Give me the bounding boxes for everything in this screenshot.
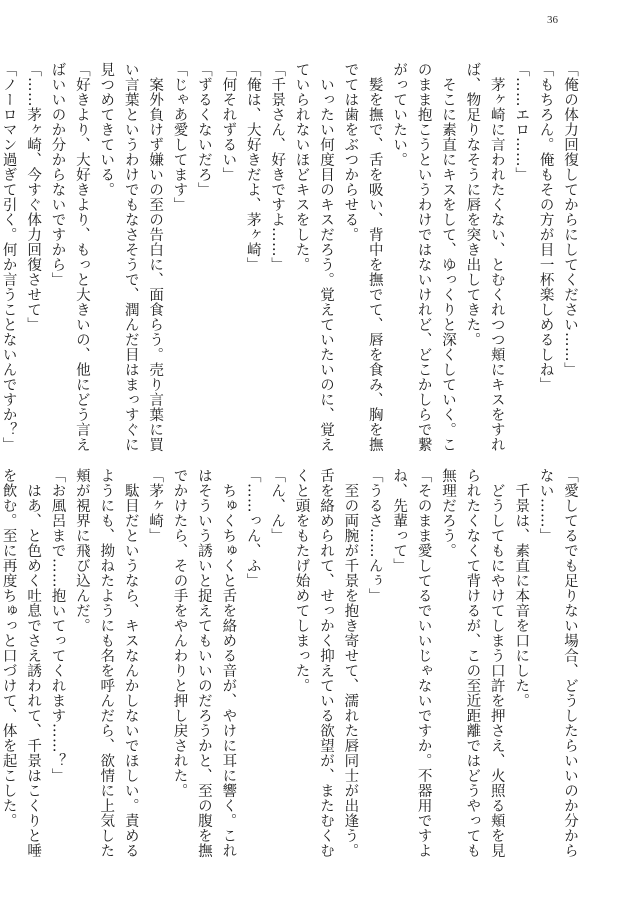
text-line: 「俺の体力回復してからにしてください……」 — [562, 62, 578, 377]
text-line: でては歯をぶつからせる。 — [342, 62, 359, 242]
text-line: 「茅ヶ崎」 — [147, 468, 164, 543]
text-line: 「……っん、ふ」 — [244, 468, 261, 588]
text-line: 駄目だというなら、キスなんかしないでほしい。責める — [122, 468, 139, 858]
text-line: 「愛してるでも足りない場合、どうしたらいいのか分から — [562, 468, 578, 858]
text-line: ば、物足りなそうに唇を突き出してきた。 — [464, 62, 481, 347]
text-line: 「……茅ヶ崎、今すぐ体力回復させて」 — [25, 62, 42, 332]
text-line: 「そのまま愛してるでいいじゃないですか。不器用ですよ — [415, 468, 432, 858]
text-line: ばいいのか分からないですから」 — [49, 62, 66, 287]
text-line: 無理だろう。 — [439, 468, 456, 558]
text-line: でかけたら、その手をやんわりと押し戻された。 — [171, 468, 188, 798]
text-line: はそういう誘いと捉えてもいいのだろうかと、至の腹を撫 — [195, 468, 212, 858]
text-line: 「うるさ……んぅ」 — [366, 468, 383, 603]
text-line: い言葉というわけでもなさそうで、潤んだ目はまっすぐに — [122, 62, 139, 452]
text-line: どうしてもにやけてしまう口許を押さえ、火照る頬を見 — [488, 468, 505, 858]
text-line: 「好きより、大好きより、もっと大きいの、他にどう言え — [73, 62, 90, 452]
text-line: 「ずるくないだろ」 — [195, 62, 212, 197]
text-line: られたくなくて背けるが、この至近距離ではどうやっても — [464, 468, 481, 858]
text-line: 見つめてきている。 — [98, 62, 115, 197]
text-line: 至の両腕が千景を抱き寄せて、濡れた唇同士が出逢う。 — [342, 468, 359, 858]
text-line: 「……エロ……」 — [513, 62, 530, 182]
text-block-upper — [0, 62, 582, 452]
text-line: 頬が視界に飛び込んだ。 — [73, 468, 90, 633]
text-line: ていられないほどキスをした。 — [293, 62, 310, 272]
text-line: 「千景さん、好きですよ……」 — [269, 62, 286, 272]
text-line: を飲む。至に再度ちゅっと口づけて、体を起こした。 — [0, 468, 17, 828]
text-line: 「何それずるい」 — [220, 62, 237, 182]
text-block-lower — [0, 468, 582, 858]
text-line: 「もちろん。俺もその方が目一杯楽しめるしね」 — [537, 62, 554, 392]
text-line: 茅ヶ崎に言われたくない、とむくれつつ頬にキスをすれ — [488, 62, 505, 452]
text-line: そこに素直にキスをして、ゆっくりと深くしていく。こ — [439, 62, 456, 452]
text-line: ない……」 — [537, 468, 554, 543]
text-line: 「俺は、大好きだよ、茅ヶ崎」 — [244, 62, 261, 272]
page-number: 36 — [547, 14, 558, 26]
text-line: 千景は、素直に本音を口にした。 — [513, 468, 530, 708]
text-line: 「お風呂まで……抱いてってくれます……？」 — [49, 468, 66, 783]
text-line: 「ノーロマン過ぎて引く。何か言うことないんですか？」 — [0, 62, 17, 452]
text-line: くと頭をもたげ始めてしまった。 — [293, 468, 310, 693]
text-line: 舌を絡められて、せっかく抑えている欲望が、またむくむ — [317, 468, 334, 858]
text-line: いったい何度目のキスだろう。覚えていたいのに、覚え — [317, 62, 334, 452]
text-line: ちゅくちゅくと舌を絡める音が、やけに耳に響く。これ — [220, 468, 237, 858]
text-line: のまま抱こうというわけではないけれど、どこかしらで繋 — [415, 62, 432, 452]
text-line: 案外負けず嫌いの至の告白に、面食らう。売り言葉に買 — [147, 62, 164, 452]
text-line: はあ、と色めく吐息でさえ誘われて、千景はこくりと唾 — [25, 468, 42, 858]
text-line: ね、先輩って」 — [391, 468, 408, 573]
text-line: 髪を撫で、舌を吸い、背中を撫でて、唇を食み、胸を撫 — [366, 62, 383, 452]
text-line: ようにも、拗ねたようにも名を呼んだら、欲情に上気した — [98, 468, 115, 858]
text-line: がっていたい。 — [391, 62, 408, 167]
text-line: 「ん、ん」 — [269, 468, 286, 543]
text-line: 「じゃあ愛してます」 — [171, 62, 188, 212]
